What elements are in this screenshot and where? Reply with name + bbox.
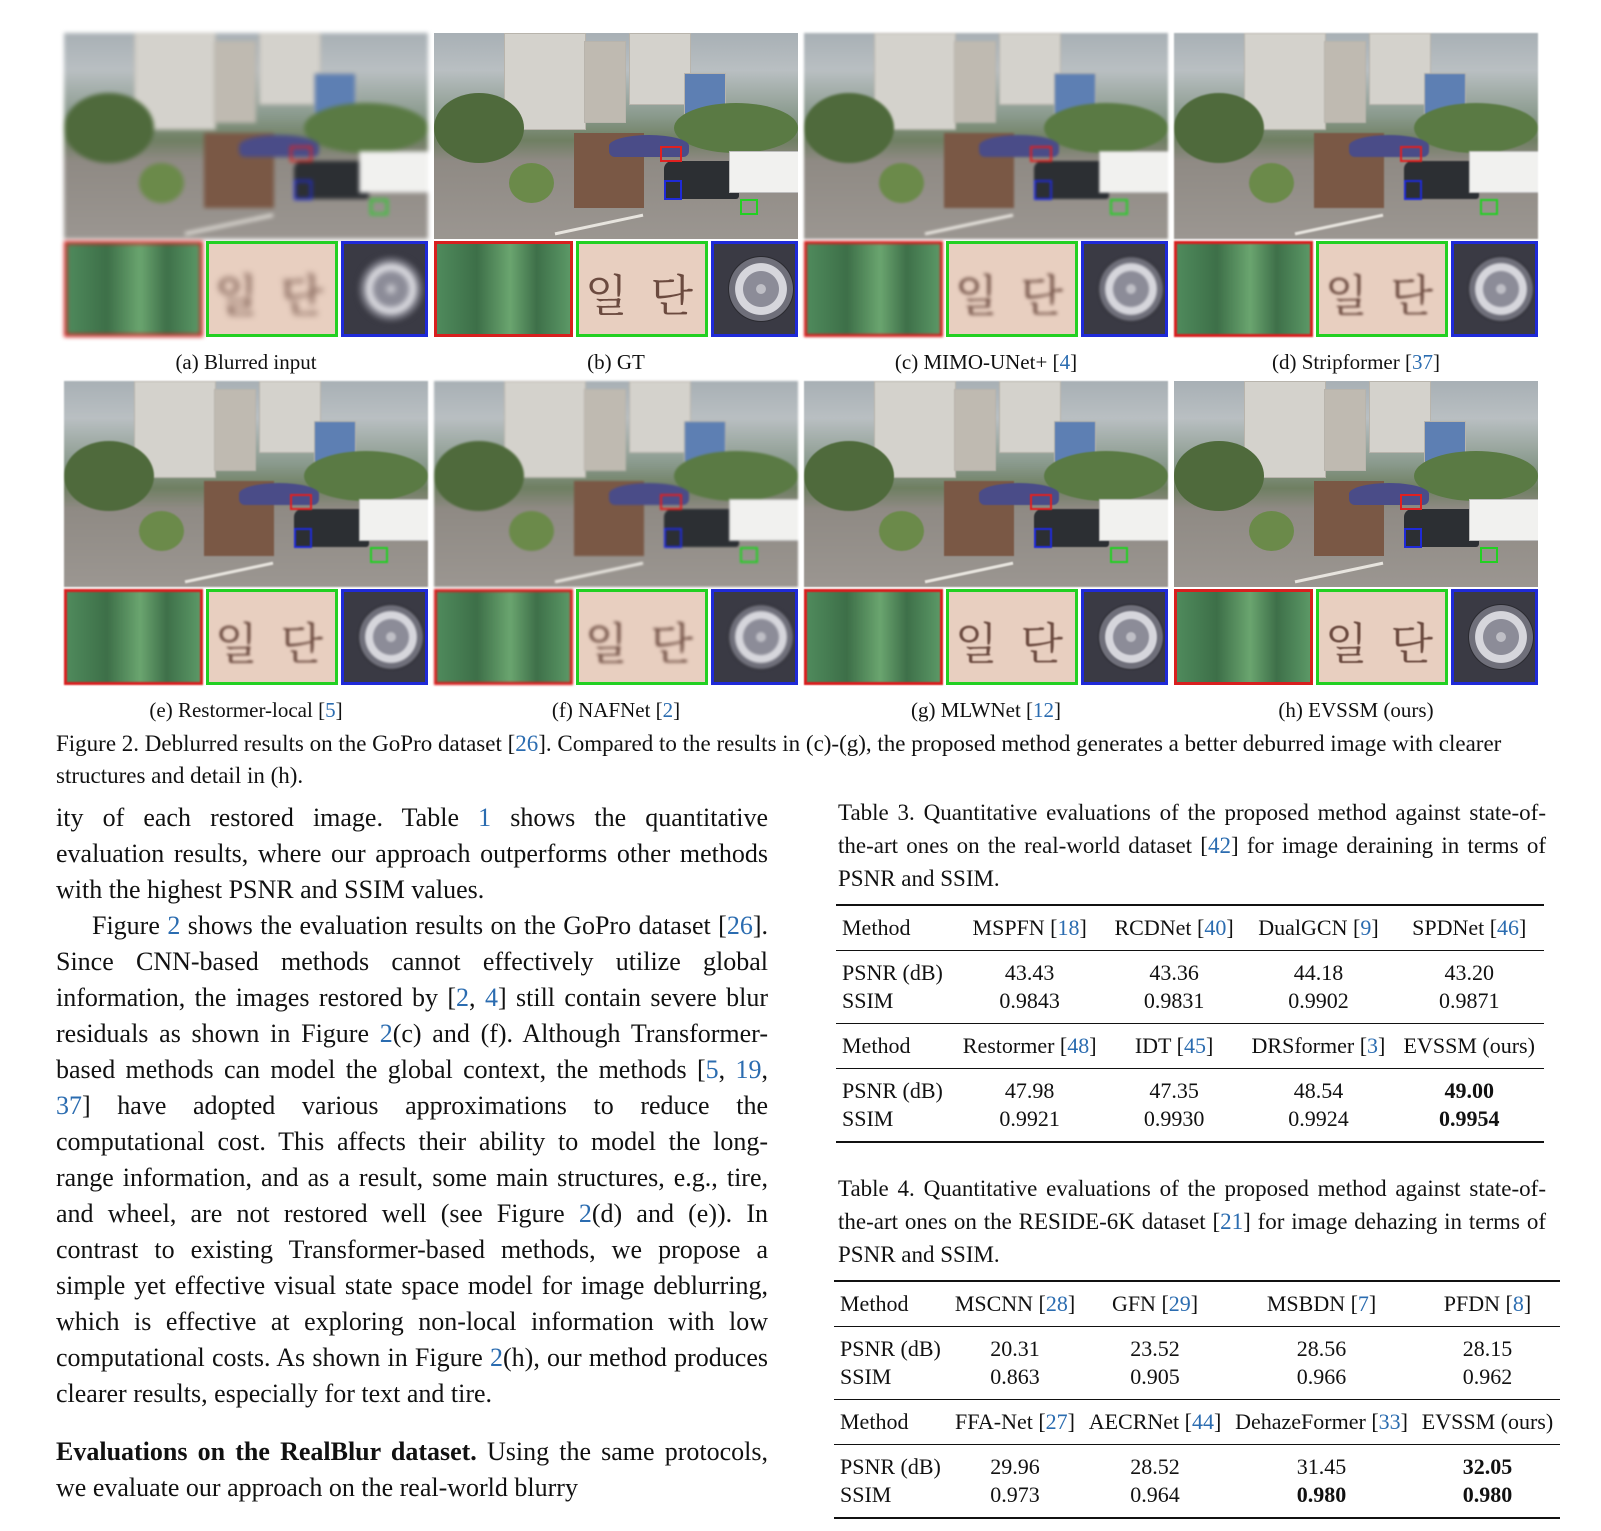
metric-label: SSIM <box>834 1481 948 1518</box>
ssim-value: 0.980 <box>1228 1481 1415 1518</box>
psnr-value: 44.18 <box>1242 951 1394 988</box>
zoom-crop-red <box>434 241 573 337</box>
method-name: EVSSM (ours) <box>1415 1400 1560 1445</box>
wheel-icon <box>1468 604 1534 670</box>
table-header-row <box>836 905 1544 951</box>
crop-glyphs: 일 단 <box>584 272 699 321</box>
crop-glyphs: 일 단 <box>1324 620 1439 669</box>
ssim-value: 0.966 <box>1296 1364 1347 1389</box>
method-name: PFDN [8] <box>1415 1281 1560 1327</box>
street-scene-image <box>64 33 428 239</box>
method-name: SPDNet [46] <box>1394 905 1544 951</box>
psnr-value: 47.35 <box>1106 1069 1243 1106</box>
psnr-value: 20.31 <box>948 1327 1082 1364</box>
table-header-row <box>836 1024 1544 1069</box>
table-row <box>836 951 1544 988</box>
method-name: Restormer [48] <box>954 1024 1106 1069</box>
table-3-caption: Table 3. Quantitative evaluations of the proposed method against state-of-the-art ones on the real-world dataset [42] for image deraining in terms of PSNR and SSIM. <box>838 800 1546 891</box>
zoom-crop-red <box>804 589 943 685</box>
method-name: MSBDN [7] <box>1228 1281 1415 1327</box>
header-cell: Method <box>834 1281 948 1327</box>
psnr-value: 23.52 <box>1082 1327 1228 1364</box>
header-cell: Method <box>836 1024 954 1069</box>
zoom-crop-blue <box>1451 589 1538 685</box>
paragraph-1: ity of each restored image. Table 1 shows the quantitative evaluation results, where our approach outperforms other methods with the highest PSNR and SSIM values. <box>56 803 768 904</box>
header-cell: Method <box>834 1400 948 1445</box>
wheel-icon <box>728 256 794 322</box>
table-4 <box>834 1280 1560 1519</box>
paragraph-2: Figure 2 shows the evaluation results on the GoPro dataset [26]. Since CNN-based methods cannot effectively utilize global information, the images restored by [2, 4] still contain severe blur residuals as shown in Figure 2(c) and (f). Although Transformer-based methods can model the global context, the methods [5, 19, 37] have adopted various approximations to reduce the computational cost. This affects their ability to model the long-range information, and as a result, some main structures, e.g., tire, and wheel, are not restored well (see Figure 2(d) and (e)). In contrast to existing Transformer-based methods, we propose a simple yet effective visual state space model for image deblurring, which is effective at exploring non-local information with low computational costs. As shown in Figure 2(h), our method produces clearer results, especially for text and tire. <box>56 911 769 1408</box>
panel-caption: (e) Restormer-local [5] <box>149 698 343 722</box>
section-heading: Evaluations on the RealBlur dataset. <box>56 1437 477 1466</box>
table-3 <box>836 904 1544 1143</box>
table-header-row <box>834 1281 1560 1327</box>
zoom-crop-blue <box>711 241 798 337</box>
psnr-value: 43.43 <box>954 951 1106 988</box>
street-scene-image <box>434 33 798 239</box>
street-scene-image <box>434 381 798 587</box>
zoom-crop-red <box>1174 241 1313 337</box>
psnr-value: 31.45 <box>1228 1445 1415 1482</box>
zoom-crop-green <box>206 589 338 685</box>
street-scene-image <box>64 381 428 587</box>
zoom-crop-blue <box>1081 589 1168 685</box>
wheel-icon <box>358 604 424 670</box>
street-scene-image <box>804 381 1168 587</box>
panel-caption: (b) GT <box>587 350 645 374</box>
table-row <box>834 1363 1560 1400</box>
zoom-crop-blue <box>711 589 798 685</box>
method-name: DehazeFormer [33] <box>1228 1400 1415 1445</box>
metric-label: SSIM <box>840 1364 892 1389</box>
psnr-value: 48.54 <box>1242 1069 1394 1106</box>
panel-caption: (d) Stripformer [37] <box>1272 350 1440 374</box>
wheel-icon <box>1098 256 1164 322</box>
figure-caption: Figure 2. Deblurred results on the GoPro dataset [26]. Compared to the results in (c)-(g), the proposed method generates a better deburred image with clearer structures and detail in (h). <box>56 731 1502 788</box>
header-cell: Method <box>836 905 954 951</box>
ssim-value: 0.980 <box>1415 1481 1560 1518</box>
crop-glyphs: 일 단 <box>214 272 329 321</box>
ssim-value: 0.905 <box>1130 1364 1180 1389</box>
zoom-crop-red <box>64 589 203 685</box>
wheel-icon <box>358 256 424 322</box>
zoom-crop-green <box>1316 589 1448 685</box>
method-name: DRSformer [3] <box>1242 1024 1394 1069</box>
table-row <box>834 1445 1560 1482</box>
zoom-crop-green <box>576 241 708 337</box>
metric-label: SSIM <box>842 988 894 1013</box>
zoom-crop-red <box>434 589 573 685</box>
zoom-crop-green <box>576 589 708 685</box>
wheel-icon <box>1468 256 1534 322</box>
psnr-value: 49.00 <box>1394 1069 1544 1106</box>
ssim-value: 0.962 <box>1462 1364 1513 1389</box>
ssim-value: 0.9902 <box>1288 988 1349 1013</box>
zoom-crop-blue <box>341 241 428 337</box>
street-scene-image <box>1174 33 1538 239</box>
panel-caption: (c) MIMO-UNet+ [4] <box>894 350 1078 374</box>
psnr-value: 29.96 <box>948 1445 1082 1482</box>
zoom-crop-red <box>64 241 203 337</box>
table-4-caption: Table 4. Quantitative evaluations of the proposed method against state-of-the-art ones on the RESIDE-6K dataset [21] for image dehazing in terms of PSNR and SSIM. <box>838 1176 1546 1267</box>
ssim-value: 0.9921 <box>954 1105 1106 1142</box>
zoom-crop-green <box>946 241 1078 337</box>
psnr-value: 28.52 <box>1082 1445 1228 1482</box>
ssim-value: 0.9871 <box>1438 988 1500 1013</box>
method-name: DualGCN [9] <box>1242 905 1394 951</box>
zoom-crop-red <box>804 241 943 337</box>
method-name: FFA-Net [27] <box>948 1400 1082 1445</box>
table-header-row <box>834 1400 1560 1445</box>
zoom-crop-blue <box>341 589 428 685</box>
metric-label: PSNR (dB) <box>836 1069 954 1106</box>
ssim-value: 0.9831 <box>1143 988 1205 1013</box>
table-row <box>836 1069 1544 1106</box>
ssim-value: 0.9924 <box>1242 1105 1394 1142</box>
ssim-value: 0.9954 <box>1394 1105 1544 1142</box>
zoom-crop-blue <box>1081 241 1168 337</box>
table-row <box>836 987 1544 1024</box>
psnr-value: 43.20 <box>1394 951 1544 988</box>
ssim-value: 0.964 <box>1082 1481 1228 1518</box>
metric-label: PSNR (dB) <box>834 1445 948 1482</box>
method-name: AECRNet [44] <box>1082 1400 1228 1445</box>
metric-label: SSIM <box>836 1105 954 1142</box>
ssim-value: 0.863 <box>990 1364 1040 1389</box>
crop-glyphs: 일 단 <box>1324 272 1439 321</box>
crop-glyphs: 일 단 <box>954 620 1069 669</box>
table-row <box>834 1481 1560 1518</box>
crop-glyphs: 일 단 <box>214 620 329 669</box>
psnr-value: 32.05 <box>1415 1445 1560 1482</box>
zoom-crop-red <box>1174 589 1313 685</box>
metric-label: PSNR (dB) <box>836 951 954 988</box>
psnr-value: 43.36 <box>1106 951 1243 988</box>
panel-caption: (h) EVSSM (ours) <box>1278 698 1434 722</box>
crop-glyphs: 일 단 <box>954 272 1069 321</box>
panel-caption: (f) NAFNet [2] <box>551 698 681 722</box>
method-name: MSCNN [28] <box>948 1281 1082 1327</box>
psnr-value: 28.56 <box>1228 1327 1415 1364</box>
ssim-value: 0.9843 <box>999 988 1060 1013</box>
method-name: EVSSM (ours) <box>1394 1024 1544 1069</box>
method-name: IDT [45] <box>1106 1024 1243 1069</box>
zoom-crop-green <box>1316 241 1448 337</box>
method-name: GFN [29] <box>1082 1281 1228 1327</box>
ssim-value: 0.9930 <box>1106 1105 1243 1142</box>
paragraph-3: Evaluations on the RealBlur dataset. Using the same protocols, we evaluate our approach on the real-world blurry <box>56 1437 768 1502</box>
metric-label: PSNR (dB) <box>834 1327 948 1364</box>
street-scene-image <box>1174 381 1538 587</box>
wheel-icon <box>728 604 794 670</box>
table-row <box>836 1105 1544 1142</box>
zoom-crop-green <box>206 241 338 337</box>
crop-glyphs: 일 단 <box>584 620 699 669</box>
street-scene-image <box>804 33 1168 239</box>
ssim-value: 0.973 <box>948 1481 1082 1518</box>
zoom-crop-green <box>946 589 1078 685</box>
panel-caption: (g) MLWNet [12] <box>910 698 1062 722</box>
zoom-crop-blue <box>1451 241 1538 337</box>
table-row <box>834 1327 1560 1364</box>
method-name: RCDNet [40] <box>1106 905 1243 951</box>
wheel-icon <box>1098 604 1164 670</box>
panel-caption: (a) Blurred input <box>175 350 317 374</box>
method-name: MSPFN [18] <box>954 905 1106 951</box>
psnr-value: 28.15 <box>1415 1327 1560 1364</box>
psnr-value: 47.98 <box>954 1069 1106 1106</box>
body-text <box>56 800 768 1506</box>
